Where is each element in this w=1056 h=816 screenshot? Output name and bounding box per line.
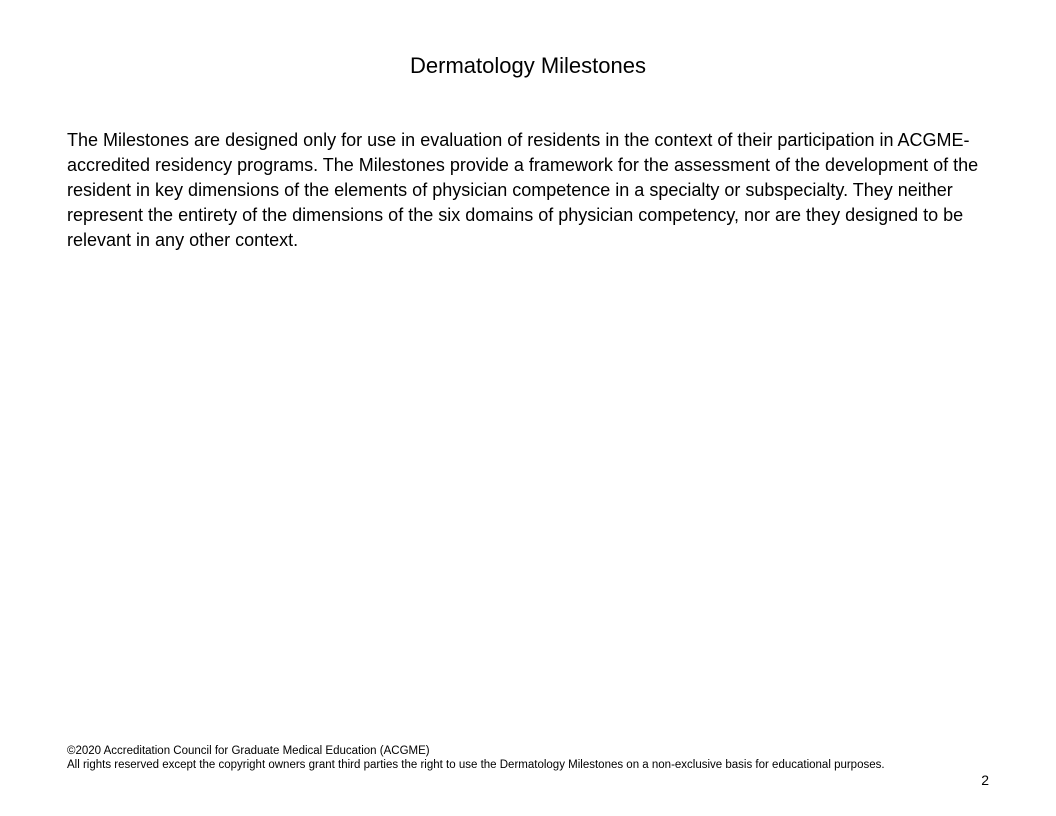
- copyright-line: ©2020 Accreditation Council for Graduate Medical Education (ACGME): [67, 745, 430, 757]
- footer: [67, 744, 967, 772]
- rights-line: All rights reserved except the copyright owners grant third parties the right to use the Dermatology Milestones on a non-exclusive basis for educational purposes.: [67, 759, 885, 771]
- intro-paragraph: The Milestones are designed only for use in evaluation of residents in the context of their participation in ACGME-accredited residency programs. The Milestones provide a framework for the assessment of the development of the resident in key dimensions of the elements of physician competence in a specialty or subspecialty. They neither represent the entirety of the dimensions of the six domains of physician competency, nor are they designed to be relevant in any other context.: [67, 130, 979, 250]
- page-title: Dermatology Milestones: [410, 53, 646, 78]
- page-number: 2: [981, 772, 989, 788]
